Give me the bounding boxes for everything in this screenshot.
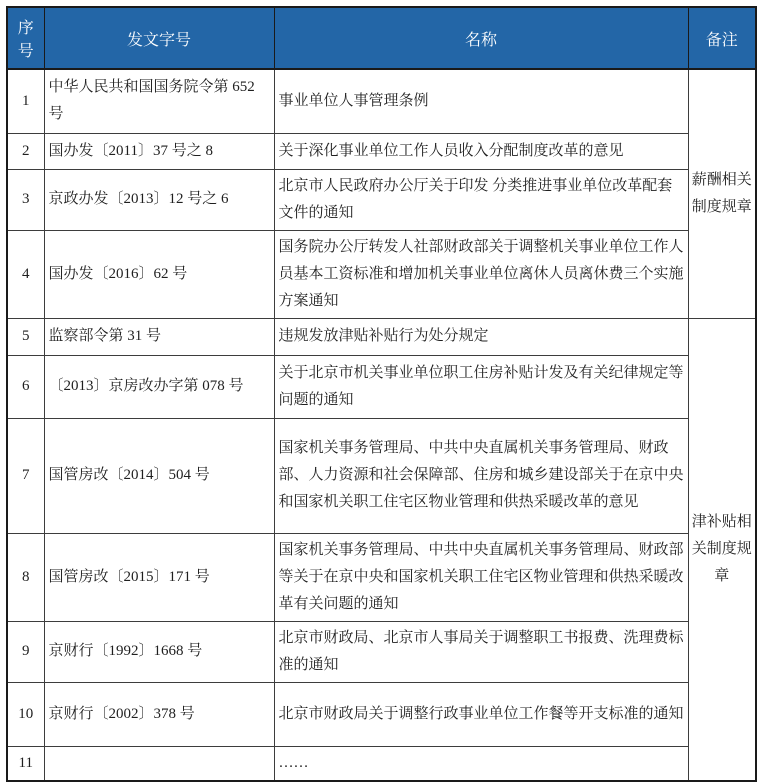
document-number-cell: 京财行〔2002〕378 号 <box>44 682 274 746</box>
serial-number-cell: 7 <box>7 418 44 533</box>
serial-number-cell: 2 <box>7 133 44 169</box>
header-cell-name: 名称 <box>274 7 688 69</box>
name-cell: 关于北京市机关事业单位职工住房补贴计发及有关纪律规定等问题的通知 <box>274 355 688 418</box>
name-cell: 事业单位人事管理条例 <box>274 69 688 133</box>
serial-number-cell: 9 <box>7 621 44 682</box>
document-number-cell: 国管房改〔2015〕171 号 <box>44 533 274 621</box>
table-row <box>7 133 756 169</box>
name-cell: 关于深化事业单位工作人员收入分配制度改革的意见 <box>274 133 688 169</box>
table-row <box>7 318 756 355</box>
document-number-cell: 监察部令第 31 号 <box>44 318 274 355</box>
table-row <box>7 230 756 318</box>
header-cell-serial-number: 序号 <box>7 7 44 69</box>
document-number-cell: 国办发〔2011〕37 号之 8 <box>44 133 274 169</box>
name-cell: 国家机关事务管理局、中共中央直属机关事务管理局、财政部、人力资源和社会保障部、住房和城乡建设部关于在京中央和国家机关职工住宅区物业管理和供热采暖改革的意见 <box>274 418 688 533</box>
name-cell: 北京市人民政府办公厅关于印发 分类推进事业单位改革配套文件的通知 <box>274 169 688 230</box>
table-row <box>7 746 756 781</box>
serial-number-cell: 6 <box>7 355 44 418</box>
document-number-cell: 国管房改〔2014〕504 号 <box>44 418 274 533</box>
table-row <box>7 355 756 418</box>
table-row <box>7 682 756 746</box>
table-row <box>7 418 756 533</box>
table-row <box>7 621 756 682</box>
header-cell-document-number: 发文字号 <box>44 7 274 69</box>
document-number-cell: 京财行〔1992〕1668 号 <box>44 621 274 682</box>
name-cell: 国家机关事务管理局、中共中央直属机关事务管理局、财政部等关于在京中央和国家机关职工住宅区物业管理和供热采暖改革有关问题的通知 <box>274 533 688 621</box>
serial-number-cell: 10 <box>7 682 44 746</box>
header-cell-remark: 备注 <box>688 7 756 69</box>
table-row <box>7 169 756 230</box>
regulations-table <box>6 6 757 782</box>
name-cell: 北京市财政局、北京市人事局关于调整职工书报费、洗理费标准的通知 <box>274 621 688 682</box>
header-row <box>7 7 756 69</box>
document-number-cell: 中华人民共和国国务院令第 652 号 <box>44 69 274 133</box>
name-cell: 北京市财政局关于调整行政事业单位工作餐等开支标准的通知 <box>274 682 688 746</box>
serial-number-cell: 11 <box>7 746 44 781</box>
name-cell: 违规发放津贴补贴行为处分规定 <box>274 318 688 355</box>
document-number-cell: 京政办发〔2013〕12 号之 6 <box>44 169 274 230</box>
document-number-cell <box>44 746 274 781</box>
remark-cell-salary-regulations: 薪酬相关制度规章 <box>688 69 756 318</box>
table-row <box>7 69 756 133</box>
remark-cell-allowance-regulations: 津补贴相关制度规章 <box>688 318 756 781</box>
serial-number-cell: 5 <box>7 318 44 355</box>
document-number-cell: 国办发〔2016〕62 号 <box>44 230 274 318</box>
name-cell: …… <box>274 746 688 781</box>
serial-number-cell: 8 <box>7 533 44 621</box>
serial-number-cell: 4 <box>7 230 44 318</box>
name-cell: 国务院办公厅转发人社部财政部关于调整机关事业单位工作人员基本工资标准和增加机关事业单位离休人员离休费三个实施方案通知 <box>274 230 688 318</box>
document-number-cell: 〔2013〕京房改办字第 078 号 <box>44 355 274 418</box>
table-row <box>7 533 756 621</box>
serial-number-cell: 1 <box>7 69 44 133</box>
serial-number-cell: 3 <box>7 169 44 230</box>
